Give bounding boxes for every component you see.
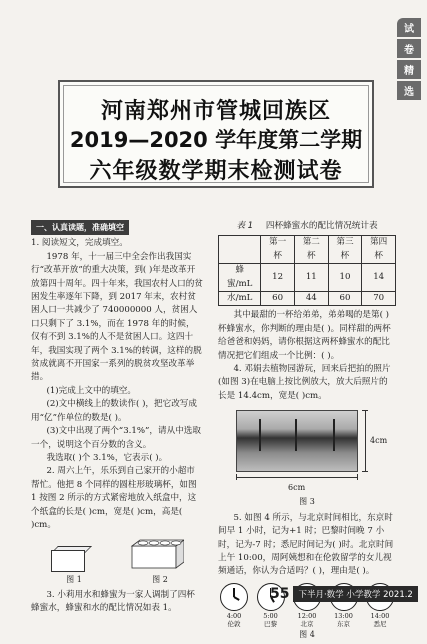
- side-tab: 选: [397, 81, 421, 100]
- box-figure: [51, 546, 89, 572]
- clock-time: 5:00: [263, 611, 278, 620]
- question-1-intro: 1. 阅读短文，完成填空。: [31, 238, 128, 249]
- table-row: [219, 292, 396, 306]
- page-footer: [270, 586, 418, 602]
- table-1-title: [218, 220, 396, 233]
- title-line-3: 六年级数学期末检测试卷: [89, 159, 343, 184]
- clock-city: 巴黎: [264, 619, 277, 628]
- question-1-passage: 1978 年，十一届三中全会作出我国实行“改革开放”的重大决策，到( )年是改革开放第四十周年。四十年来，我国农村人口的贫困发生率逐年下降，到 2017 年末，农村贫困人口一共减少了 740000000 人，贫困人口只剩下了 3.1%，而在 1978 年的时候，仅有不到 3.1%的人不是贫困人口。这四十年，我国实现了两个 3.1%的转调，这样的脱贫成就离不开国家一系列的脱贫攻坚改革举措。: [31, 251, 203, 383]
- side-tab: 卷: [397, 39, 421, 58]
- table-header-cell: 第三杯: [328, 236, 362, 264]
- question-1-sub: (3)文中出现了两个“3.1%”，请从中选取一个，说明这个百分数的含义。: [31, 426, 201, 450]
- figure-captions: [31, 573, 203, 586]
- honey-water-table: [218, 235, 396, 306]
- table-cell: 14: [362, 264, 396, 292]
- table-cell: 水/mL: [219, 292, 261, 306]
- question-1-sub: 我选取( )个 3.1%，它表示( )。: [46, 452, 168, 463]
- table-row: [219, 264, 396, 292]
- table-1-label: 表 1: [236, 221, 254, 231]
- section-header: 一、认真读题，准确填空: [31, 220, 129, 235]
- clock-city: 东京: [337, 619, 350, 628]
- clock-city: 悉尼: [373, 619, 387, 628]
- cylinder-glasses-figure: [128, 538, 184, 572]
- clock-time: 4:00: [226, 611, 242, 620]
- clock-face-icon: [220, 583, 248, 611]
- question-1-sub: (2)文中横线上的数读作( )，把它改写成用“亿”作单位的数是( )。: [31, 399, 197, 423]
- clock-time: 14:00: [370, 611, 390, 620]
- table-header-cell: 第四杯: [362, 236, 396, 264]
- height-dimension-label: 4cm: [370, 436, 388, 446]
- figure-1-caption: 图 1: [66, 575, 82, 585]
- page-number: 55: [270, 586, 290, 602]
- title-line-2: 2019—2020 学年度第二学期: [69, 128, 363, 152]
- question-1-sub: (1)完成上文中的填空。: [46, 385, 136, 396]
- table-cell: 60: [328, 292, 362, 306]
- figures-1-2: [31, 536, 203, 572]
- table-cell: 60: [261, 292, 295, 306]
- question-2: 2. 周六上午，乐乐到自己家开的小超市帮忙。他把 8 个同样的圆柱形玻璃杯，如图 1 按图 2 所示的方式紧密地放入纸盒中，这个纸盒的长是( )cm，宽是( )cm，高是( )cm。: [31, 466, 197, 530]
- question-3-continued: 其中最甜的一杯给弟弟，弟弟喝的是第( )杯蜂蜜水，你判断的理由是( )。同样甜的两杯给爸爸和妈妈，请你根据这两杯蜂蜜水的配比情况把它们组成一个比例：( )。: [218, 310, 391, 361]
- side-tab: 试: [397, 18, 421, 37]
- table-cell: 10: [328, 264, 362, 292]
- clock-time: 12:00: [297, 611, 317, 620]
- side-tab-strip: [397, 18, 423, 102]
- table-cell: 11: [294, 264, 328, 292]
- clock-city: 北京: [300, 619, 314, 628]
- table-cell: 44: [294, 292, 328, 306]
- side-tab: 精: [397, 60, 421, 79]
- clock-time: 13:00: [334, 611, 353, 620]
- figure-2-caption: 图 2: [152, 575, 168, 585]
- question-5: 5. 如图 4 所示，与北京时间相比，东京时间早 1 小时，记为+1 时；巴黎时间晚 7 小时，记为-7 时；悉尼时间记为( )时。北京时间上午 10:00，周阿姨想和在伦敦留学的女儿视频通话，你认为合适吗？( )，理由是( )。: [218, 512, 394, 577]
- table-1-heading: 四杯蜂蜜水的配比情况统计表: [265, 221, 378, 231]
- height-dimension-line: [362, 410, 368, 472]
- question-3: 3. 小莉用水和蜂蜜为一家人调制了四杯蜂蜜水，蜂蜜和水的配比情况如表 1。: [31, 589, 195, 614]
- width-dimension-line: [236, 474, 358, 480]
- table-header-row: [219, 236, 396, 264]
- table-cell: 蜂蜜/mL: [219, 264, 261, 292]
- clock-city: 伦敦: [227, 619, 241, 628]
- figure-3-caption: 图 3: [299, 497, 315, 507]
- table-header-cell: 第一杯: [261, 236, 295, 264]
- table-header-cell: 第二杯: [294, 236, 328, 264]
- clock: [218, 583, 250, 628]
- width-dimension-label: 6cm: [288, 483, 306, 493]
- figure-3: [218, 406, 396, 494]
- figure-4-caption: 图 4: [299, 629, 315, 639]
- title-line-1: 河南郑州市管城回族区: [100, 99, 331, 124]
- table-header-cell: [219, 236, 261, 264]
- magazine-banner: 下半月·数学 小学教学 2021.2: [293, 586, 417, 602]
- garden-photo: [236, 410, 358, 472]
- table-cell: 12: [261, 264, 295, 292]
- question-4: 4. 邓娟去植物园游玩，回来后把拍的照片(如图 3)在电脑上按比例放大，放大后照片的长是 14.4cm，宽是( )cm。: [218, 364, 391, 401]
- right-column: [218, 220, 396, 644]
- title-frame: [58, 80, 374, 188]
- left-column: [31, 220, 203, 616]
- table-cell: 70: [362, 292, 396, 306]
